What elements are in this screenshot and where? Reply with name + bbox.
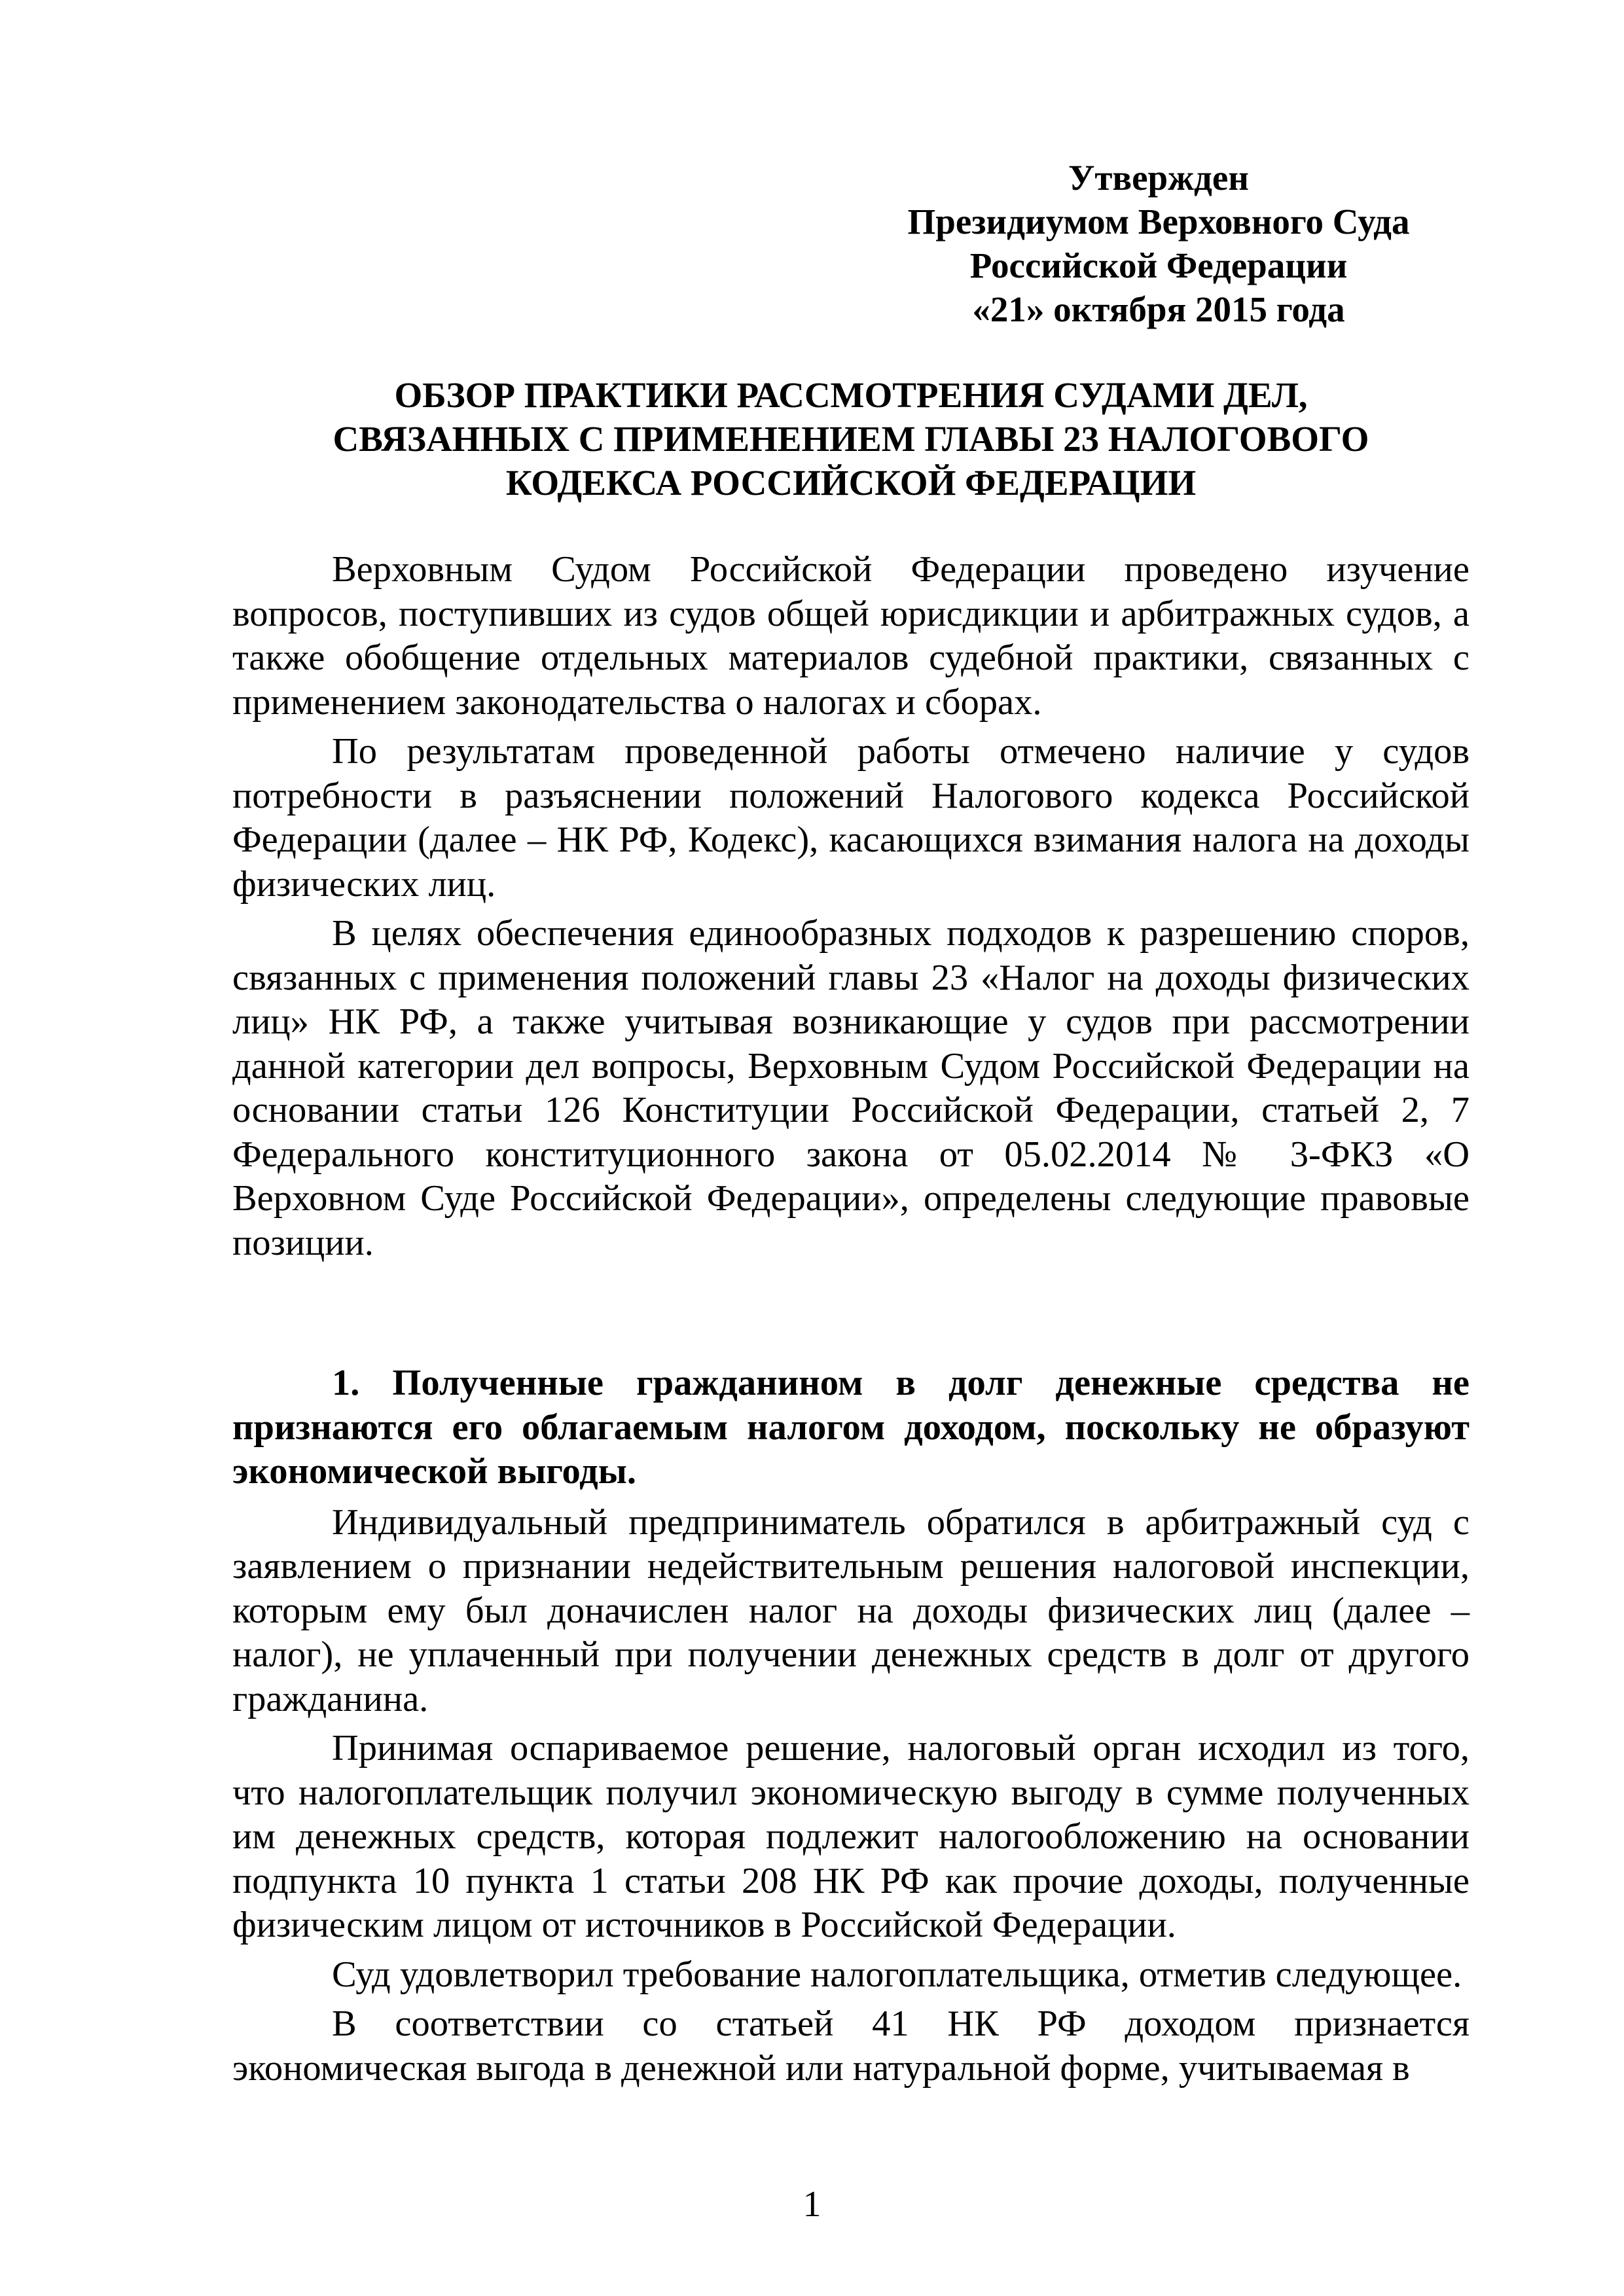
intro-paragraph: Верховным Судом Российской Федерации проведено изучение вопросов, поступивших из судов общей юрисдикции и арбитражных судов, а также обобщение отдельных материалов судебной практики, связанных с применением законодательства о налогах и сборах. xyxy=(232,549,1470,723)
approval-stamp xyxy=(877,156,1440,331)
intro-paragraph: По результатам проведенной работы отмечено наличие у судов потребности в разъяснении положений Налогового кодекса Российской Федерации (далее – НК РФ, Кодекс), касающихся взимания налога на доходы физических лиц. xyxy=(232,731,1470,905)
intro-paragraph: В целях обеспечения единообразных подходов к разрешению споров, связанных с применения положений главы 23 «Налог на доходы физических лиц» НК РФ, а также учитывая возникающие у судов при рассмотрении данной категории дел вопросы, Верховным Судом Российской Федерации на основании статьи 126 Конституции Российской Федерации, статьей 2, 7 Федерального конституционного закона от 05.02.2014 № 3-ФКЗ «О Верховном Суде Российской Федерации», определены следующие правовые позиции. xyxy=(232,913,1470,1263)
intro-section xyxy=(232,548,1470,1270)
title-line: СВЯЗАННЫХ С ПРИМЕНЕНИЕМ ГЛАВЫ 23 НАЛОГОВОГО xyxy=(333,419,1369,459)
document-title xyxy=(232,373,1470,505)
section-paragraph: Индивидуальный предприниматель обратился в арбитражный суд с заявлением о признании недействительным решения налоговой инспекции, которым ему был доначислен налог на доходы физических лиц (далее – налог), не уплаченный при получении денежных средств в долг от другого гражданина. xyxy=(232,1501,1470,1719)
title-line: КОДЕКСА РОССИЙСКОЙ ФЕДЕРАЦИИ xyxy=(505,463,1197,503)
section-paragraph: В соответствии со статьей 41 НК РФ доходом признается экономическая выгода в денежной или натуральной форме, учитываемая в xyxy=(232,2003,1470,2089)
section-paragraph: Суд удовлетворил требование налогоплательщика, отметив следующее. xyxy=(332,1954,1462,1995)
approval-date: «21» октября 2015 года xyxy=(972,289,1345,329)
title-line: ОБЗОР ПРАКТИКИ РАССМОТРЕНИЯ СУДАМИ ДЕЛ, xyxy=(394,375,1308,415)
section-heading: 1. Полученные гражданином в долг денежные средства не признаются его облагаемым налогом доходом, поскольку не образуют экономической выгоды. xyxy=(232,1363,1470,1492)
section-1 xyxy=(232,1361,1470,2096)
approval-line: Российской Федерации xyxy=(969,245,1348,285)
approval-line: Утвержден xyxy=(1068,158,1249,198)
section-paragraph: Принимая оспариваемое решение, налоговый орган исходил из того, что налогоплательщик получил экономическую выгоду в сумме полученных им денежных средств, которая подлежит налогообложению на основании подпункта 10 пункта 1 статьи 208 НК РФ как прочие доходы, полученные физическим лицом от источников в Российской Федерации. xyxy=(232,1728,1470,1945)
page-number: 1 xyxy=(803,2184,821,2225)
approval-line: Президиумом Верховного Суда xyxy=(907,202,1410,242)
